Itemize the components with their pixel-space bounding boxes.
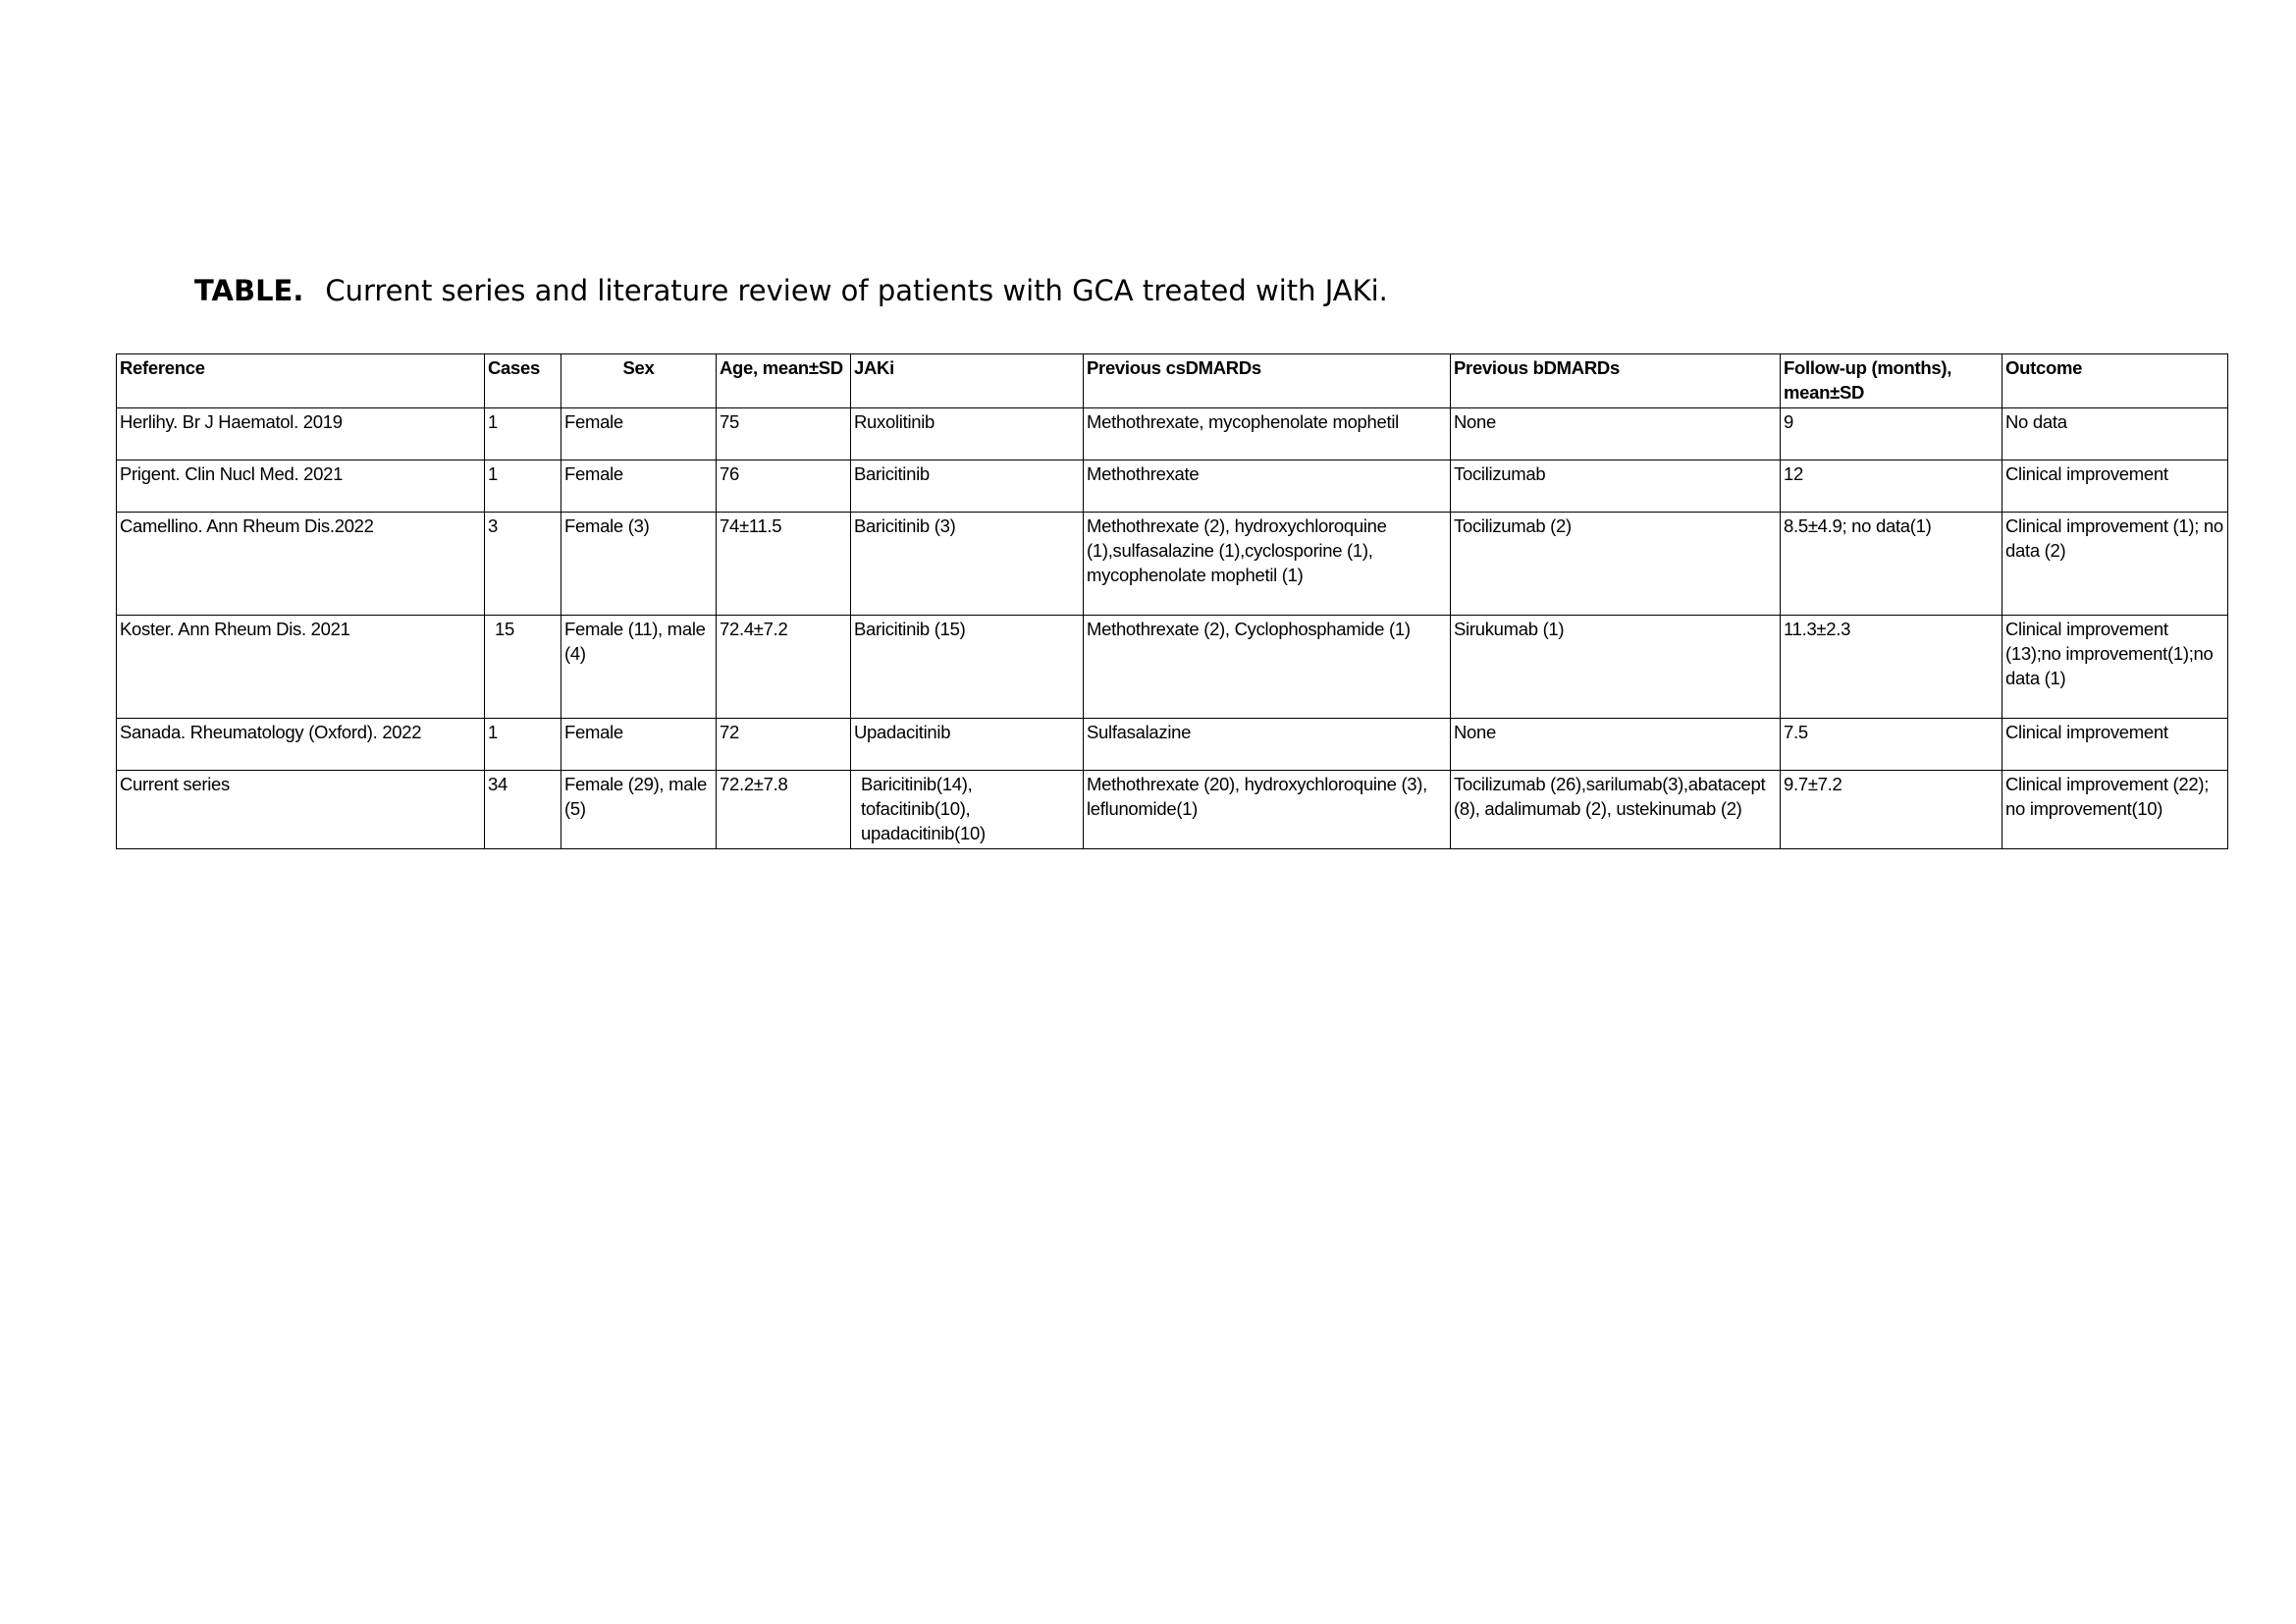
cell-csdmards: Methothrexate (2), hydroxychloroquine (1),sulfasalazine (1),cyclosporine (1), mycophenolate mophetil (1): [1084, 513, 1451, 616]
cell-age: 72.2±7.8: [717, 771, 851, 849]
cell-followup: 12: [1781, 460, 2002, 513]
cell-followup: 8.5±4.9; no data(1): [1781, 513, 2002, 616]
cell-bdmards: Tocilizumab (26),sarilumab(3),abatacept (8), adalimumab (2), ustekinumab (2): [1451, 771, 1781, 849]
table-row: [117, 616, 2228, 719]
cell-cases: 1: [485, 719, 561, 771]
cell-followup: 7.5: [1781, 719, 2002, 771]
cell-jaki: Baricitinib (15): [851, 616, 1084, 719]
cell-jaki: Upadacitinib: [851, 719, 1084, 771]
table-row: [117, 513, 2228, 616]
caption-label: TABLE.: [194, 274, 304, 307]
cell-cases: 1: [485, 460, 561, 513]
cell-sex: Female: [561, 719, 717, 771]
cell-bdmards: None: [1451, 408, 1781, 460]
cell-jaki: Baricitinib: [851, 460, 1084, 513]
cell-bdmards: None: [1451, 719, 1781, 771]
cell-cases: 34: [485, 771, 561, 849]
cell-bdmards: Sirukumab (1): [1451, 616, 1781, 719]
header-csdmards: Previous csDMARDs: [1084, 354, 1451, 408]
cell-outcome: No data: [2002, 408, 2228, 460]
cell-bdmards: Tocilizumab: [1451, 460, 1781, 513]
header-sex: Sex: [561, 354, 717, 408]
cell-bdmards: Tocilizumab (2): [1451, 513, 1781, 616]
cell-reference: Camellino. Ann Rheum Dis.2022: [117, 513, 485, 616]
header-outcome: Outcome: [2002, 354, 2228, 408]
cell-age: 76: [717, 460, 851, 513]
header-age: Age, mean±SD: [717, 354, 851, 408]
cell-csdmards: Methothrexate (2), Cyclophosphamide (1): [1084, 616, 1451, 719]
table-row: [117, 408, 2228, 460]
cell-reference: Herlihy. Br J Haematol. 2019: [117, 408, 485, 460]
header-bdmards: Previous bDMARDs: [1451, 354, 1781, 408]
table-row: [117, 719, 2228, 771]
cell-outcome: Clinical improvement (13);no improvement(1);no data (1): [2002, 616, 2228, 719]
cell-followup: 11.3±2.3: [1781, 616, 2002, 719]
cell-cases: 15: [485, 616, 561, 719]
header-cases: Cases: [485, 354, 561, 408]
cell-outcome: Clinical improvement (22); no improvement(10): [2002, 771, 2228, 849]
cell-reference: Sanada. Rheumatology (Oxford). 2022: [117, 719, 485, 771]
cell-followup: 9.7±7.2: [1781, 771, 2002, 849]
cell-csdmards: Methothrexate (20), hydroxychloroquine (3), leflunomide(1): [1084, 771, 1451, 849]
caption-text: Current series and literature review of patients with GCA treated with JAKi.: [325, 274, 1388, 307]
cell-sex: Female (11), male (4): [561, 616, 717, 719]
cell-age: 74±11.5: [717, 513, 851, 616]
cell-outcome: Clinical improvement: [2002, 460, 2228, 513]
table-row: [117, 771, 2228, 849]
header-reference: Reference: [117, 354, 485, 408]
cell-age: 75: [717, 408, 851, 460]
cell-age: 72.4±7.2: [717, 616, 851, 719]
cell-outcome: Clinical improvement: [2002, 719, 2228, 771]
cell-sex: Female: [561, 408, 717, 460]
cell-cases: 3: [485, 513, 561, 616]
cell-outcome: Clinical improvement (1); no data (2): [2002, 513, 2228, 616]
header-row: [117, 354, 2228, 408]
cell-reference: Prigent. Clin Nucl Med. 2021: [117, 460, 485, 513]
cell-cases: 1: [485, 408, 561, 460]
cell-sex: Female: [561, 460, 717, 513]
cell-sex: Female (3): [561, 513, 717, 616]
cell-followup: 9: [1781, 408, 2002, 460]
cell-jaki: Ruxolitinib: [851, 408, 1084, 460]
table-caption: [194, 273, 1388, 308]
cell-sex: Female (29), male (5): [561, 771, 717, 849]
header-followup: Follow-up (months), mean±SD: [1781, 354, 2002, 408]
cell-jaki: Baricitinib(14), tofacitinib(10), upadacitinib(10): [851, 771, 1084, 849]
data-table: [116, 353, 2228, 849]
cell-csdmards: Methothrexate, mycophenolate mophetil: [1084, 408, 1451, 460]
cell-age: 72: [717, 719, 851, 771]
cell-reference: Koster. Ann Rheum Dis. 2021: [117, 616, 485, 719]
cell-csdmards: Sulfasalazine: [1084, 719, 1451, 771]
cell-jaki: Baricitinib (3): [851, 513, 1084, 616]
header-jaki: JAKi: [851, 354, 1084, 408]
table-row: [117, 460, 2228, 513]
cell-reference: Current series: [117, 771, 485, 849]
cell-csdmards: Methothrexate: [1084, 460, 1451, 513]
